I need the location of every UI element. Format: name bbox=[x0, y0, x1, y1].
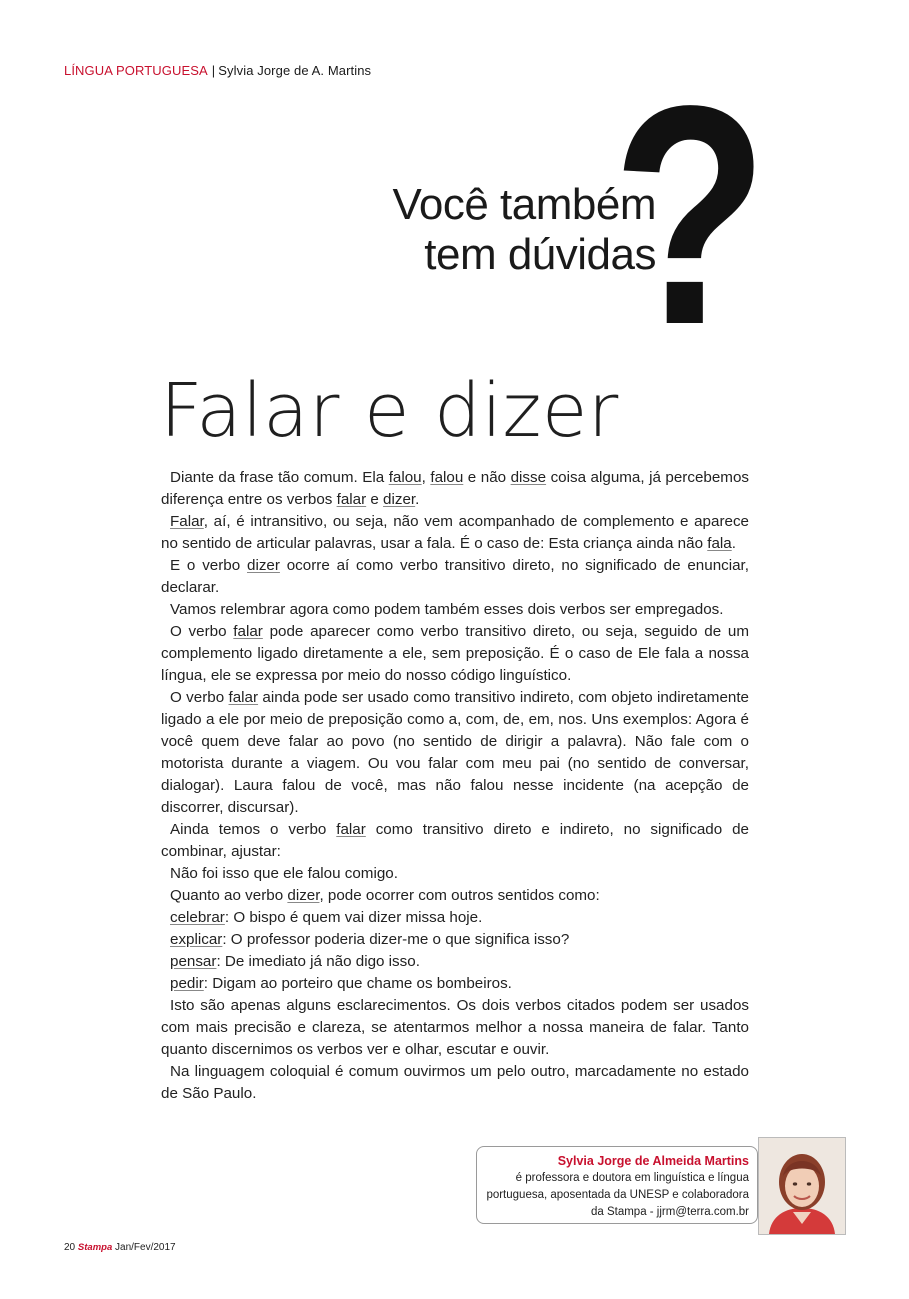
underlined-term: dizer bbox=[247, 557, 280, 574]
paragraph-text: Diante da frase tão comum. Ela bbox=[170, 469, 389, 486]
author-photo-illustration bbox=[759, 1138, 845, 1234]
underlined-term: disse bbox=[510, 469, 547, 486]
paragraph-text: e não bbox=[463, 469, 511, 486]
underlined-term: explicar bbox=[170, 931, 223, 948]
author-bio-box bbox=[476, 1146, 758, 1224]
header-author: Sylvia Jorge de A. Martins bbox=[218, 63, 372, 78]
paragraph-text: O verbo bbox=[170, 623, 234, 640]
article-paragraph bbox=[161, 819, 749, 863]
author-bio-text bbox=[485, 1153, 749, 1221]
paragraph-text: : O bispo é quem vai dizer missa hoje. bbox=[224, 909, 483, 926]
paragraph-text: Quanto ao verbo bbox=[170, 887, 288, 904]
underlined-term: falar bbox=[336, 491, 367, 508]
article-paragraph bbox=[161, 907, 749, 929]
paragraph-text: , pode ocorrer com outros sentidos como: bbox=[319, 887, 600, 904]
article-paragraph bbox=[161, 1061, 749, 1105]
article-paragraph bbox=[161, 621, 749, 687]
paragraph-text: . bbox=[415, 491, 420, 508]
paragraph-text: ainda pode ser usado como transitivo indireto, com objeto indiretamente ligado a ele por meio de preposição como a, com, de, em, nos. Uns exemplos: Agora é você quem deve falar ao povo (no sentido de dirigir a palavra). Não fale com o motorista durante a viagem. Ou vou falar com meu pai (no sentido de conversar, dialogar). Laura falou de você, mas não falou nesse incidente (na acepção de discorrer, discursar). bbox=[161, 689, 750, 816]
paragraph-text: E o verbo bbox=[170, 557, 247, 574]
article-body bbox=[161, 467, 749, 1105]
article-paragraph bbox=[161, 599, 749, 621]
underlined-term: pedir bbox=[170, 975, 204, 992]
author-bio-line: da Stampa - jjrm@terra.com.br bbox=[590, 1206, 749, 1218]
paragraph-text: pode aparecer como verbo transitivo direto, ou seja, seguido de um complemento ligado diretamente a ele, sem preposição. É o caso de Ele fala a nossa língua, ele se expressa por meio do nosso código linguístico. bbox=[161, 623, 750, 684]
underlined-term: celebrar bbox=[170, 909, 225, 926]
paragraph-text: O verbo bbox=[170, 689, 229, 706]
article-paragraph bbox=[161, 929, 749, 951]
article-paragraph bbox=[161, 863, 749, 885]
underlined-term: Falar bbox=[170, 513, 204, 530]
underlined-term: fala bbox=[707, 535, 732, 552]
underlined-term: dizer bbox=[287, 887, 320, 904]
article-paragraph bbox=[161, 467, 749, 511]
running-header bbox=[64, 63, 371, 78]
article-paragraph bbox=[161, 973, 749, 995]
article-paragraph bbox=[161, 995, 749, 1061]
header-separator: | bbox=[211, 63, 216, 78]
paragraph-text: coisa alguma, já percebemos diferença entre os verbos bbox=[161, 469, 749, 508]
author-bio-line: portuguesa, aposentada da UNESP e colaboradora bbox=[486, 1189, 749, 1201]
underlined-term: falou bbox=[430, 469, 464, 486]
paragraph-text: : Digam ao porteiro que chame os bombeiros. bbox=[203, 975, 512, 992]
paragraph-text: como transitivo direto e indireto, no significado de combinar, ajustar: bbox=[161, 821, 749, 860]
paragraph-text: Vamos relembrar agora como podem também esses dois verbos ser empregados. bbox=[170, 601, 724, 618]
author-bio-line: é professora e doutora em linguística e língua bbox=[515, 1172, 749, 1184]
paragraph-text: : De imediato já não digo isso. bbox=[216, 953, 420, 970]
paragraph-text: ocorre aí como verbo transitivo direto, no significado de enunciar, declarar. bbox=[161, 557, 749, 596]
question-mark-graphic: ? bbox=[612, 42, 769, 390]
paragraph-text: Isto são apenas alguns esclarecimentos. Os dois verbos citados podem ser usados com mais precisão e clareza, se atentarmos melhor a nossa maneira de falar. Tanto quanto discernimos os verbos ver e olhar, escutar e ouvir. bbox=[161, 997, 749, 1058]
page-number: 20 bbox=[64, 1242, 76, 1253]
article-title-text: Falar e dizer bbox=[160, 368, 619, 454]
paragraph-text: Na linguagem coloquial é comum ouvirmos um pelo outro, marcadamente no estado de São Paulo. bbox=[161, 1063, 749, 1102]
paragraph-text: Ainda temos o verbo bbox=[170, 821, 337, 838]
paragraph-text: e bbox=[366, 491, 384, 508]
paragraph-text: Não foi isso que ele falou comigo. bbox=[170, 865, 398, 882]
paragraph-text: , bbox=[421, 469, 431, 486]
issue-date: Jan/Fev/2017 bbox=[115, 1242, 176, 1253]
article-title bbox=[160, 368, 619, 454]
author-photo bbox=[758, 1137, 846, 1235]
author-bio-name: Sylvia Jorge de Almeida Martins bbox=[557, 1154, 749, 1168]
teaser-line-1: Você também bbox=[392, 180, 656, 229]
paragraph-text: , aí, é intransitivo, ou seja, não vem acompanhado de complemento e aparece no sentido de articular palavras, usar a fala. É o caso de: Esta criança ainda não bbox=[161, 513, 749, 552]
section-label: LÍNGUA PORTUGUESA bbox=[64, 63, 208, 78]
article-paragraph bbox=[161, 687, 749, 819]
underlined-term: dizer bbox=[383, 491, 416, 508]
underlined-term: pensar bbox=[170, 953, 217, 970]
column-teaser bbox=[360, 180, 656, 280]
article-paragraph bbox=[161, 885, 749, 907]
page-footer bbox=[64, 1242, 176, 1253]
underlined-term: falou bbox=[388, 469, 422, 486]
article-paragraph bbox=[161, 555, 749, 599]
teaser-line-2: tem dúvidas bbox=[424, 230, 656, 279]
underlined-term: falar bbox=[233, 623, 263, 640]
paragraph-text: . bbox=[731, 535, 736, 552]
magazine-brand: Stampa bbox=[77, 1242, 113, 1253]
article-paragraph bbox=[161, 951, 749, 973]
article-paragraph bbox=[161, 511, 749, 555]
underlined-term: falar bbox=[228, 689, 259, 706]
paragraph-text: : O professor poderia dizer-me o que significa isso? bbox=[222, 931, 570, 948]
underlined-term: falar bbox=[336, 821, 366, 838]
